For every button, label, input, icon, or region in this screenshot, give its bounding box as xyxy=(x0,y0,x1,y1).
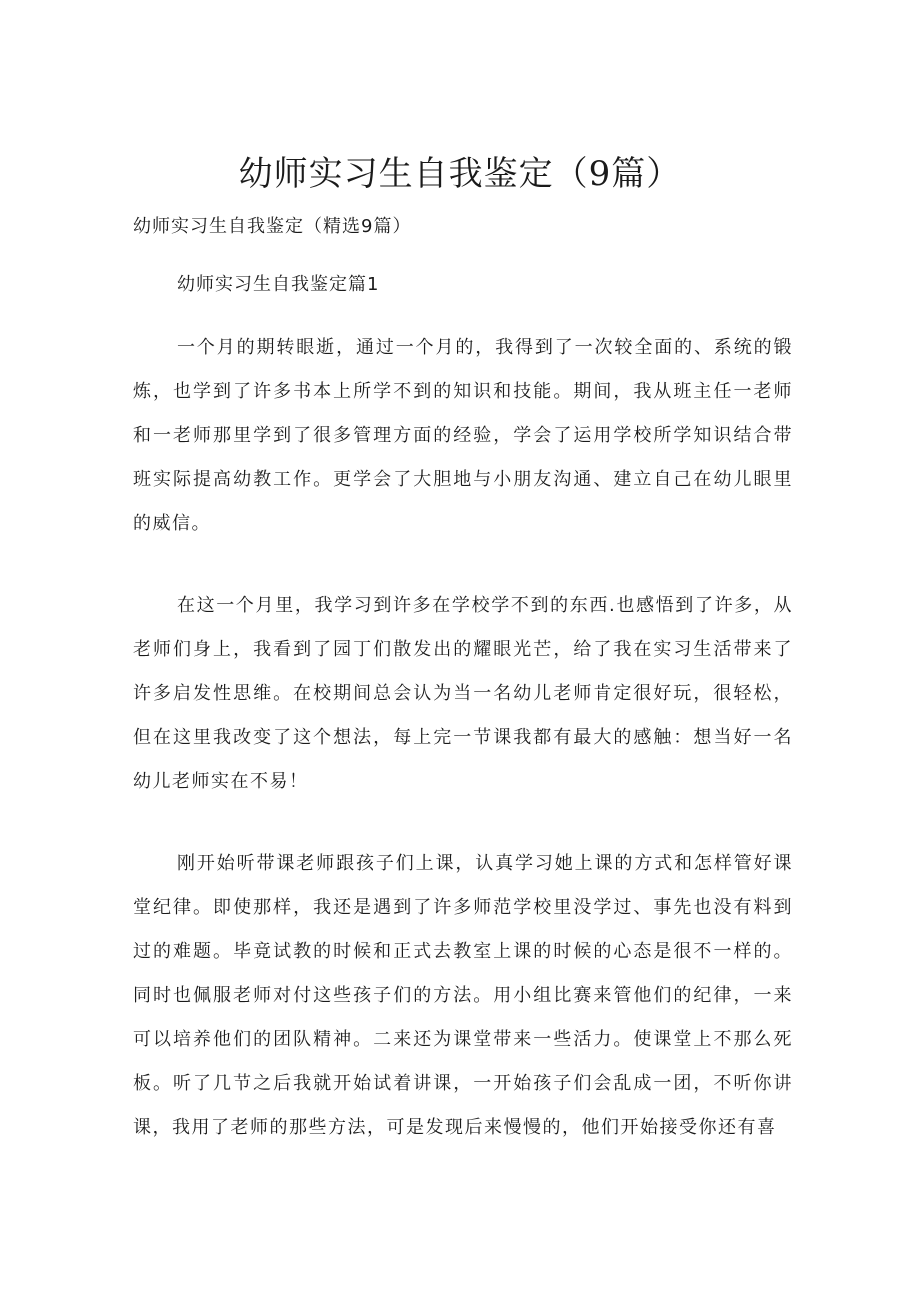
document-title: 幼师实习生自我鉴定（9篇） xyxy=(238,154,682,194)
paragraph-2: 在这一个月里，我学习到许多在学校学不到的东西.也感悟到了许多，从老师们身上，我看到了园丁们散发出的耀眼光芒，给了我在实习生活带来了许多启发性思维。在校期间总会认为当一名幼儿老师肯定很好玩，很轻松，但在这里我改变了这个想法，每上完一节课我都有最大的感触：想当好一名幼儿老师实在不易！ xyxy=(133,595,793,792)
document-subtitle: 幼师实习生自我鉴定（精选9篇） xyxy=(133,216,412,237)
paragraph-1: 一个月的期转眼逝，通过一个月的，我得到了一次较全面的、系统的锻炼，也学到了许多书本上所学不到的知识和技能。期间，我从班主任一老师和一老师那里学到了很多管理方面的经验，学会了运用学校所学知识结合带班实际提高幼教工作。更学会了大胆地与小朋友沟通、建立自己在幼儿眼里的威信。 xyxy=(133,337,793,534)
paragraph-3: 刚开始听带课老师跟孩子们上课，认真学习她上课的方式和怎样管好课堂纪律。即使那样，我还是遇到了许多师范学校里没学过、事先也没有料到过的难题。毕竟试教的时候和正式去教室上课的时候的心态是很不一样的。同时也佩服老师对付这些孩子们的方法。用小组比赛来管他们的纪律，一来可以培养他们的团队精神。二来还为课堂带来一些活力。使课堂上不那么死板。听了几节之后我就开始试着讲课，一开始孩子们会乱成一团，不听你讲课，我用了老师的那些方法，可是发现后来慢慢的，他们开始接受你还有喜 xyxy=(133,853,793,1138)
section-heading: 幼师实习生自我鉴定篇1 xyxy=(177,274,380,295)
